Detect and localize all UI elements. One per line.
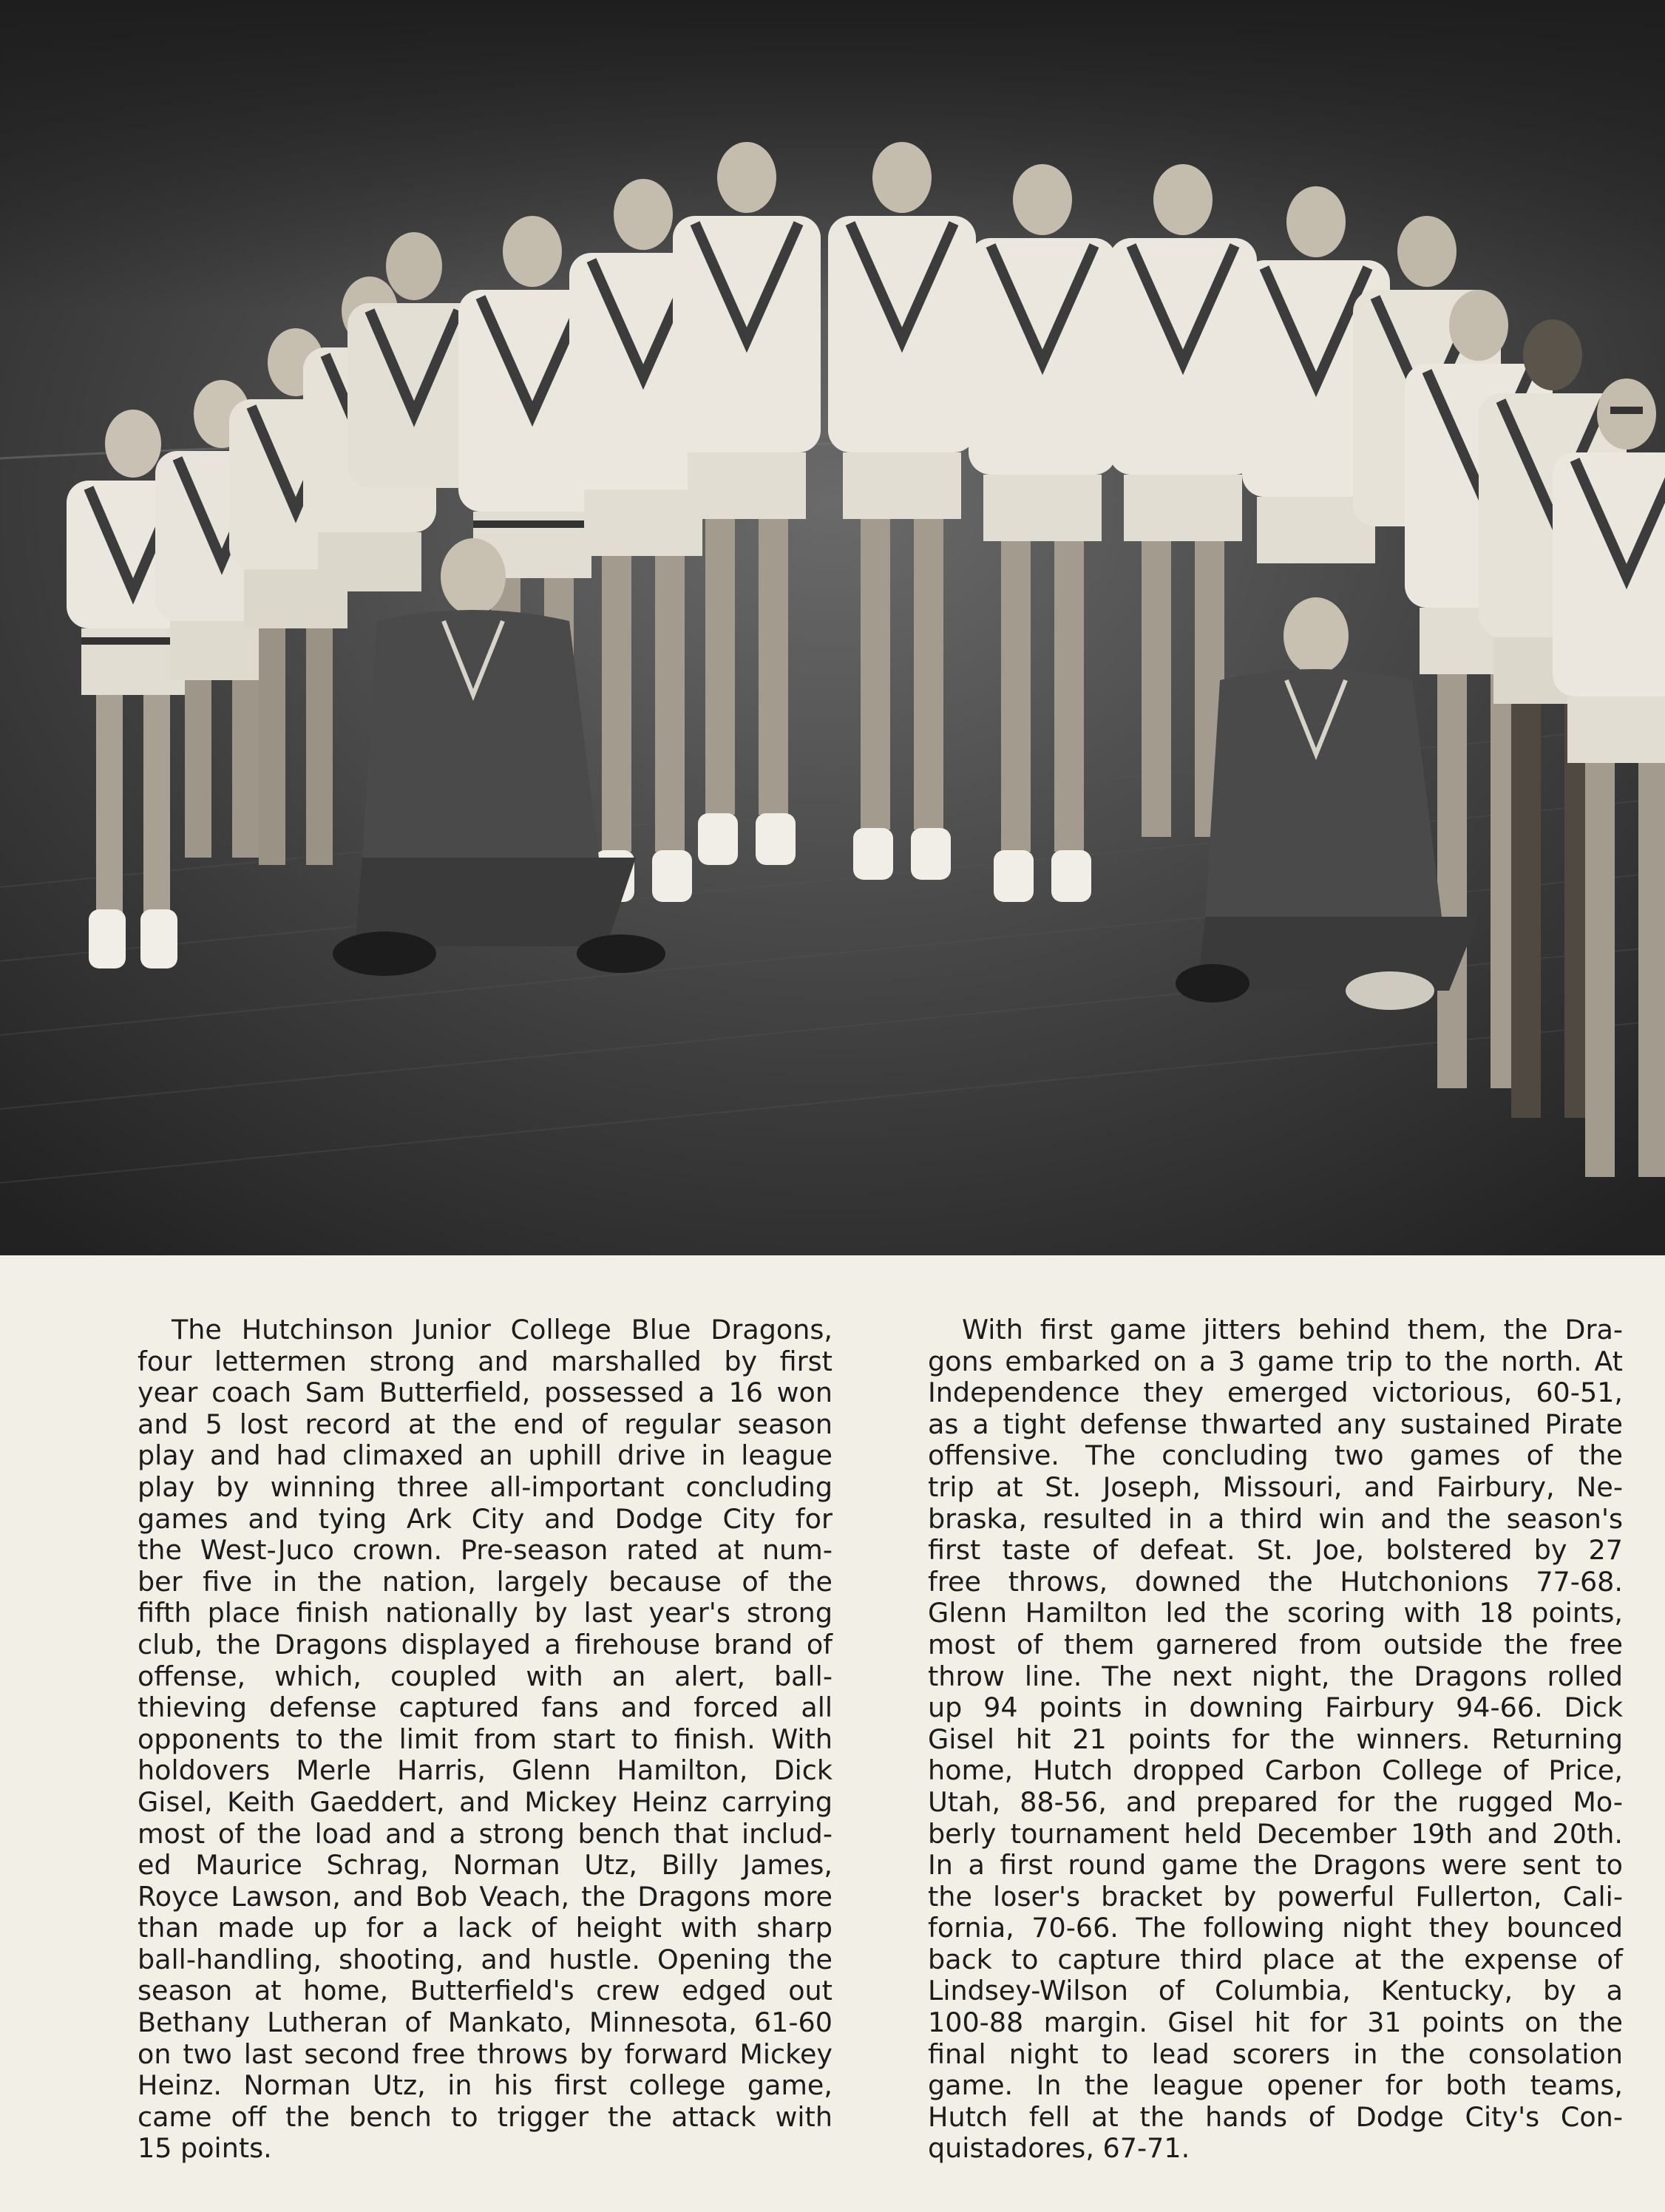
right-column-line: trip at St. Joseph, Missouri, and Fairbury, Ne- — [928, 1470, 1623, 1503]
right-column-line — [928, 1314, 1623, 1346]
right-column-line: Hutch fell at the hands of Dodge City's Con- — [928, 2100, 1623, 2133]
left-column-line: year coach Sam Butterfield, possessed a 16 won — [138, 1377, 832, 1409]
right-column-line: throw line. The next night, the Dragons rolled — [928, 1660, 1623, 1692]
left-column-line: most of the load and a strong bench that includ- — [138, 1817, 832, 1850]
left-column-line: Heinz. Norman Utz, in his first college game, — [138, 2069, 832, 2102]
left-column-line: on two last second free throws by forward Mickey — [138, 2038, 832, 2070]
right-column-line: quistadores, 67-71. — [928, 2132, 1190, 2165]
left-column-line: thieving defense captured fans and forced all — [138, 1692, 832, 1724]
left-column-line: fifth place finish nationally by last year's strong — [138, 1597, 832, 1629]
right-column-line: first taste of defeat. St. Joe, bolstered by 27 — [928, 1534, 1623, 1567]
right-column-line: 100-88 margin. Gisel hit for 31 points on the — [928, 2006, 1623, 2039]
left-column-line: than made up for a lack of height with sharp — [138, 1912, 832, 1944]
right-column-line: the loser's bracket by powerful Fullerton, Cali- — [928, 1880, 1623, 1913]
left-column-line: offense, which, coupled with an alert, ball- — [138, 1660, 832, 1692]
left-column-line: four lettermen strong and marshalled by first — [138, 1345, 832, 1377]
article-column-right — [928, 1314, 1623, 2165]
left-column-line: play by winning three all-important concluding — [138, 1470, 832, 1503]
right-column-line: Glenn Hamilton led the scoring with 18 points, — [928, 1597, 1623, 1629]
right-column-line: Independence they emerged victorious, 60-51, — [928, 1377, 1623, 1409]
right-column-line-text: With first game jitters behind them, the Dra- — [962, 1314, 1623, 1346]
right-column-line: fornia, 70-66. The following night they bounced — [928, 1912, 1623, 1944]
left-column-line: and 5 lost record at the end of regular season — [138, 1408, 832, 1440]
right-column-line: as a tight defense thwarted any sustained Pirate — [928, 1408, 1623, 1440]
left-column-line: opponents to the limit from start to finish. With — [138, 1723, 832, 1755]
left-column-line: club, the Dragons displayed a firehouse brand of — [138, 1628, 832, 1660]
right-column-line: free throws, downed the Hutchonions 77-68. — [928, 1565, 1623, 1598]
left-column-line: games and tying Ark City and Dodge City for — [138, 1502, 832, 1535]
left-column-line: the West-Juco crown. Pre-season rated at num- — [138, 1534, 832, 1567]
right-column-line: Lindsey-Wilson of Columbia, Kentucky, by a — [928, 1975, 1623, 2007]
left-column-line — [138, 1314, 832, 1346]
left-column-line: play and had climaxed an uphill drive in league — [138, 1439, 832, 1472]
article-text — [0, 1255, 1665, 2212]
left-column-line: came off the bench to trigger the attack with — [138, 2100, 832, 2133]
right-column-line: berly tournament held December 19th and 20th. — [928, 1817, 1623, 1850]
right-column-line: game. In the league opener for both teams, — [928, 2069, 1623, 2102]
left-column-line: holdovers Merle Harris, Glenn Hamilton, Dick — [138, 1754, 832, 1787]
left-column-line: Bethany Lutheran of Mankato, Minnesota, 61-60 — [138, 2006, 832, 2039]
left-column-line-text: The Hutchinson Junior College Blue Dragons, — [172, 1314, 832, 1346]
left-column-line: season at home, Butterfield's crew edged out — [138, 1975, 832, 2007]
right-column-line: braska, resulted in a third win and the season's — [928, 1502, 1623, 1535]
left-column-line: ball-handling, shooting, and hustle. Opening the — [138, 1943, 832, 1975]
left-column-line: ber five in the nation, largely because of the — [138, 1565, 832, 1598]
right-column-line: up 94 points in downing Fairbury 94-66. Dick — [928, 1692, 1623, 1724]
left-column-line: 15 points. — [138, 2132, 272, 2165]
right-column-line: back to capture third place at the expense of — [928, 1943, 1623, 1975]
right-column-line: Gisel hit 21 points for the winners. Returning — [928, 1723, 1623, 1755]
right-column-line: most of them garnered from outside the free — [928, 1628, 1623, 1660]
right-column-line: offensive. The concluding two games of the — [928, 1439, 1623, 1472]
left-column-line: Royce Lawson, and Bob Veach, the Dragons more — [138, 1880, 832, 1913]
right-column-line: home, Hutch dropped Carbon College of Price, — [928, 1754, 1623, 1787]
right-column-line: Utah, 88-56, and prepared for the rugged Mo- — [928, 1785, 1623, 1818]
right-column-line: In a first round game the Dragons were sent to — [928, 1849, 1623, 1882]
article-column-left — [138, 1314, 832, 2165]
right-column-line: gons embarked on a 3 game trip to the north. At — [928, 1345, 1623, 1377]
right-column-line: final night to lead scorers in the consolation — [928, 2038, 1623, 2070]
left-column-line: ed Maurice Schrag, Norman Utz, Billy James, — [138, 1849, 832, 1882]
left-column-line: Gisel, Keith Gaeddert, and Mickey Heinz carrying — [138, 1785, 832, 1818]
